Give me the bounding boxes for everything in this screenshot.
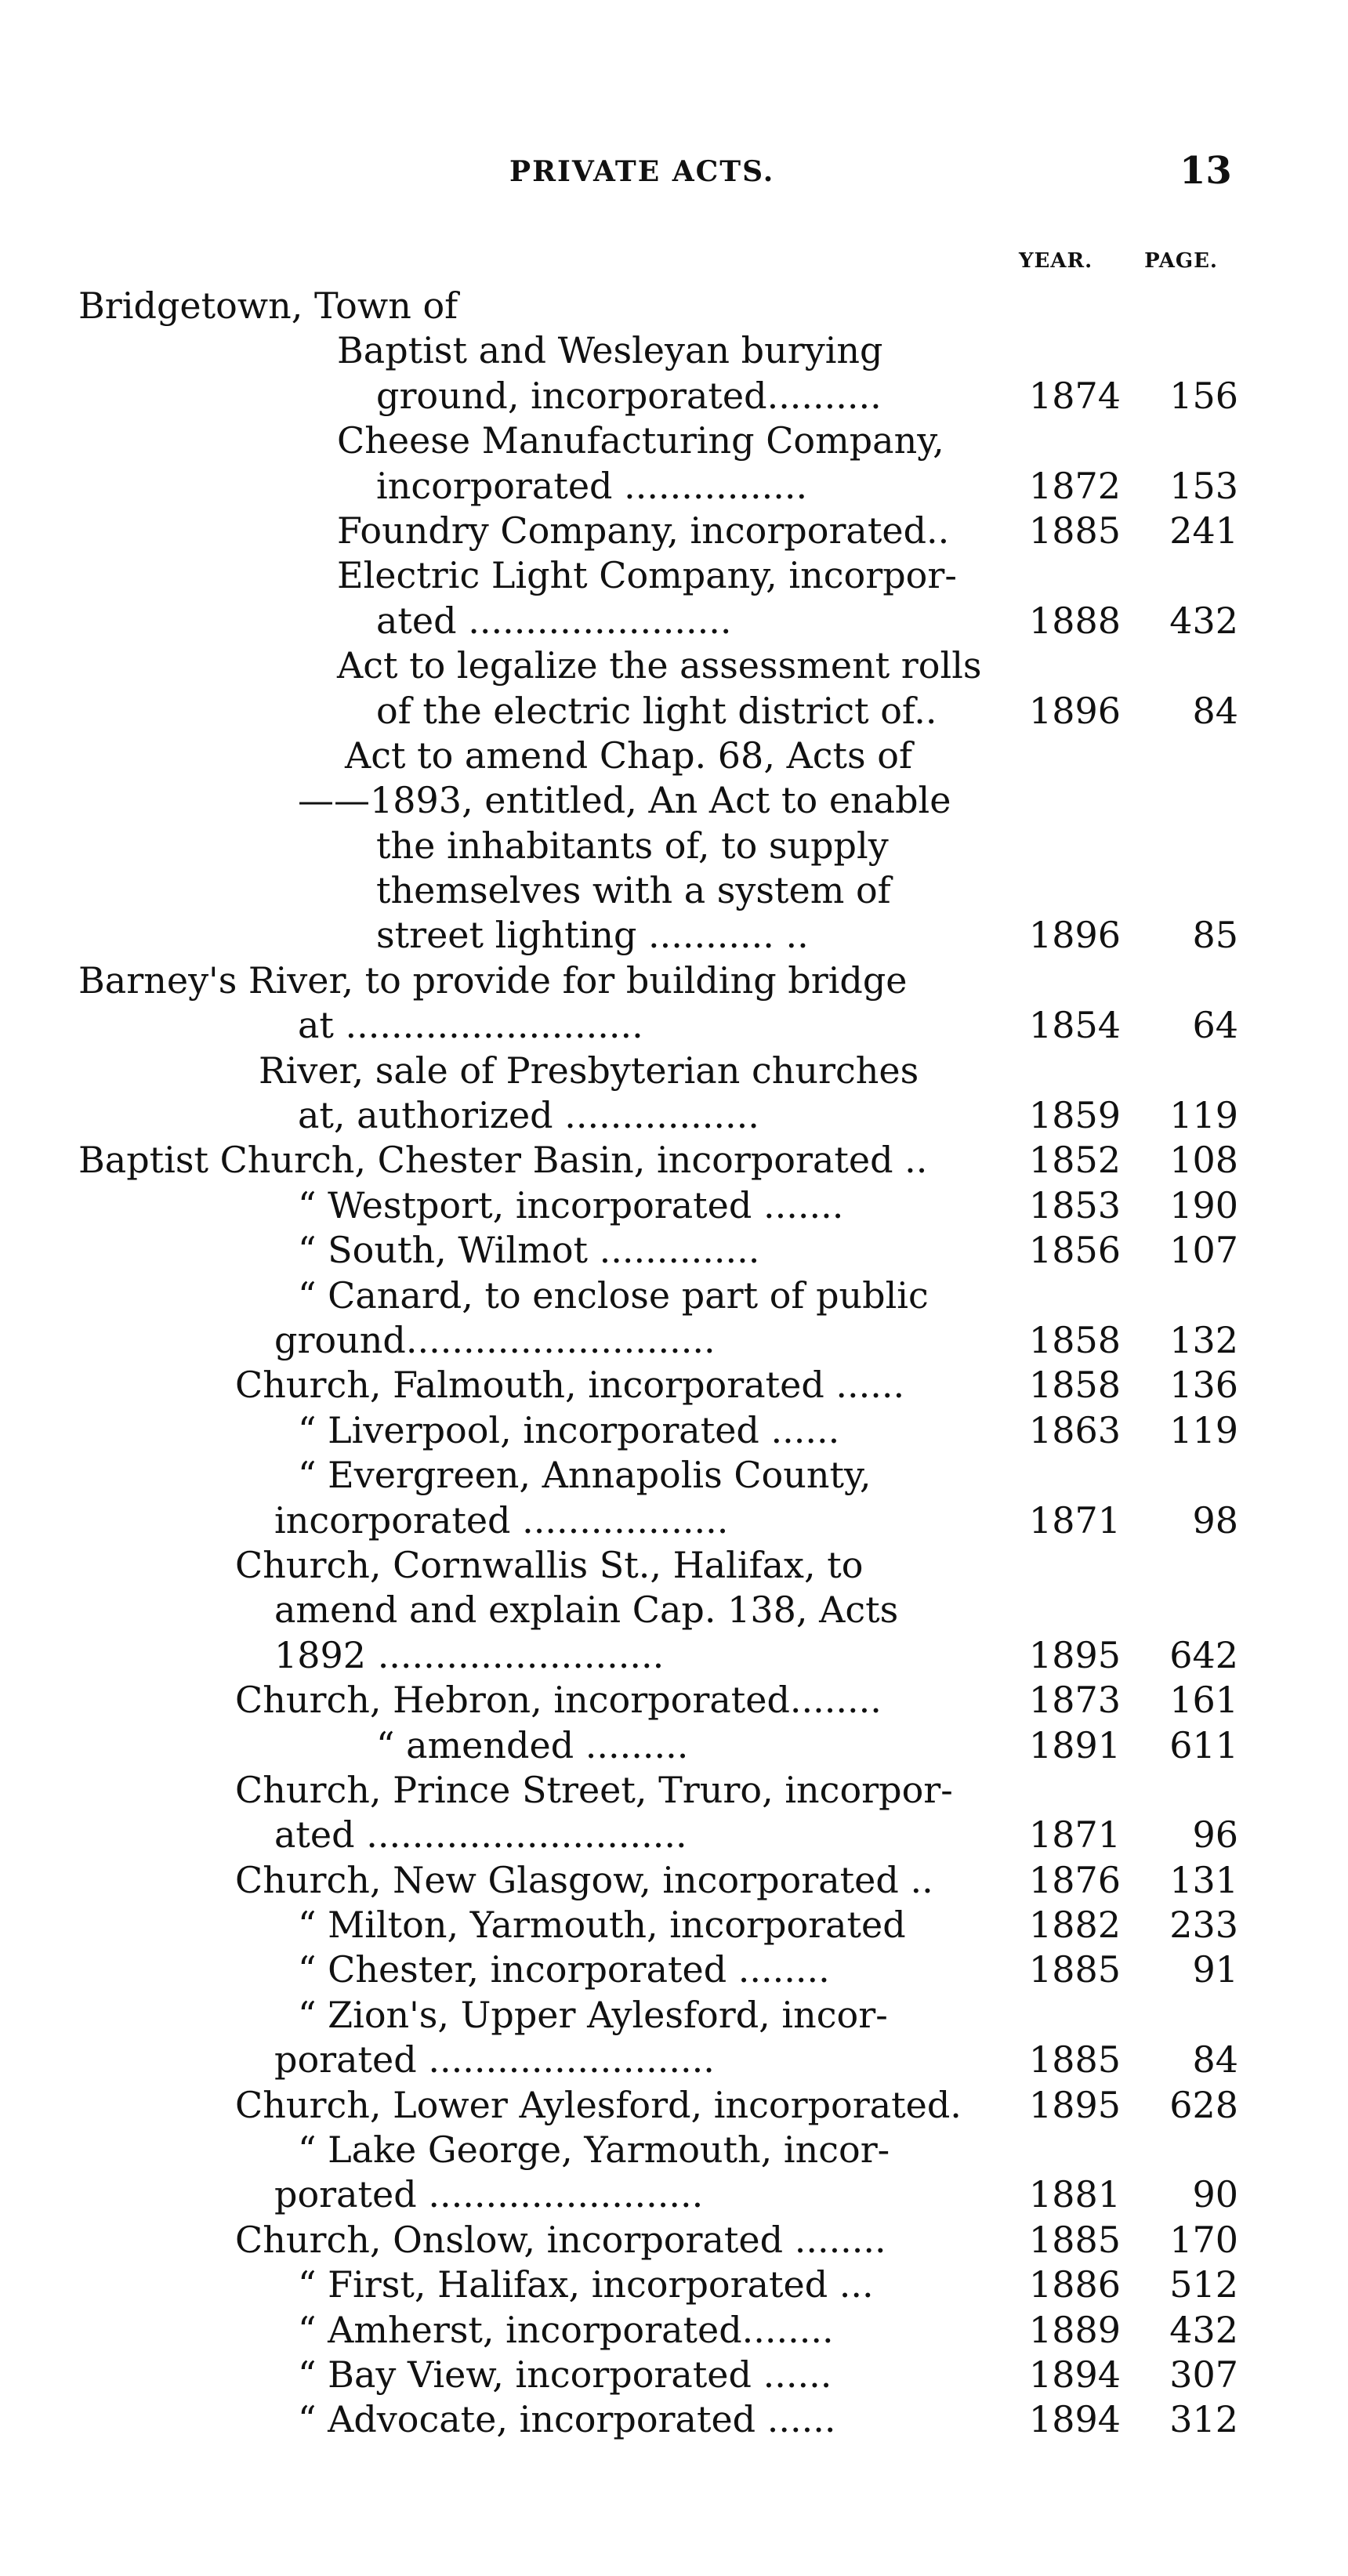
index-line — [78, 599, 1238, 643]
entry-page: 233 — [1169, 1904, 1238, 1947]
entry-year: 1859 — [1028, 1094, 1121, 1137]
entry-year: 1895 — [1028, 1633, 1121, 1676]
entry-text: incorporated .................. — [274, 1498, 729, 1542]
entry-text: themselves with a system of — [376, 869, 891, 912]
index-line — [78, 643, 1238, 688]
entry-text: the inhabitants of, to supply — [376, 824, 889, 867]
entry-year: 1886 — [1028, 2263, 1121, 2306]
entry-text: “ Advocate, incorporated ...... — [298, 2398, 836, 2441]
index-line — [78, 1543, 1238, 1588]
index-line — [78, 1138, 1238, 1183]
entry-page: 132 — [1169, 1318, 1238, 1361]
entry-page: 98 — [1192, 1498, 1238, 1542]
entry-year: 1885 — [1028, 509, 1121, 552]
entry-page: 119 — [1169, 1408, 1238, 1451]
index-line — [78, 2172, 1238, 2217]
entry-page: 512 — [1169, 2263, 1238, 2306]
index-line — [78, 1453, 1238, 1498]
entry-text: Bridgetown, Town of — [78, 284, 458, 327]
entry-year: 1882 — [1028, 1904, 1121, 1947]
entry-page: 312 — [1169, 2398, 1238, 2441]
entry-page: 119 — [1169, 1094, 1238, 1137]
entry-text: Church, Onslow, incorporated ........ — [235, 2218, 886, 2261]
page-number: 13 — [1180, 149, 1232, 193]
entry-page: 611 — [1169, 1723, 1238, 1766]
entry-text: of the electric light district of.. — [376, 689, 937, 732]
entry-page: 432 — [1169, 599, 1238, 642]
entry-page: 307 — [1169, 2353, 1238, 2396]
index-line — [78, 2038, 1238, 2082]
entry-text: Church, Prince Street, Truro, incorpor- — [235, 1768, 953, 1811]
index-line — [78, 824, 1238, 868]
entry-text: “ Lake George, Yarmouth, incor- — [298, 2129, 890, 2172]
entry-year: 1874 — [1028, 374, 1121, 417]
entry-page: 108 — [1169, 1139, 1238, 1182]
index-line — [78, 1993, 1238, 2038]
entry-page: 84 — [1192, 2038, 1238, 2081]
index-line — [78, 2083, 1238, 2128]
entry-text: ated ....................... — [376, 599, 732, 642]
entry-year: 1885 — [1028, 2038, 1121, 2081]
index-line — [78, 1363, 1238, 1408]
index-line — [78, 1813, 1238, 1857]
entry-text: “ South, Wilmot .............. — [298, 1229, 760, 1272]
column-headers — [1019, 249, 1218, 273]
entry-year: 1871 — [1028, 1813, 1121, 1857]
entry-page: 84 — [1192, 689, 1238, 732]
entry-page: 96 — [1192, 1813, 1238, 1857]
entry-year: 1891 — [1028, 1723, 1121, 1766]
index-line — [78, 1498, 1238, 1543]
index-line — [78, 1723, 1238, 1768]
entry-text: “ Amherst, incorporated........ — [298, 2308, 834, 2351]
entry-text: Church, Falmouth, incorporated ...... — [235, 1364, 905, 1407]
entry-page: 170 — [1169, 2218, 1238, 2261]
entry-page: 241 — [1169, 509, 1238, 552]
entry-page: 64 — [1192, 1004, 1238, 1047]
entry-text: porated ......................... — [274, 2038, 715, 2081]
index-line — [78, 689, 1238, 734]
entry-year: 1856 — [1028, 1229, 1121, 1272]
entry-year: 1895 — [1028, 2083, 1121, 2126]
entry-text: ground........................... — [274, 1318, 716, 1361]
running-header: PRIVATE ACTS. — [509, 155, 775, 188]
entry-page: 161 — [1169, 1679, 1238, 1722]
entry-text: ——1893, entitled, An Act to enable — [298, 779, 951, 822]
index-line — [78, 1633, 1238, 1678]
entry-year: 1885 — [1028, 1948, 1121, 1991]
entry-text: Electric Light Company, incorpor- — [337, 554, 957, 597]
entry-year: 1889 — [1028, 2308, 1121, 2351]
entry-text: “ Canard, to enclose part of public — [298, 1274, 929, 1317]
entry-text: amend and explain Cap. 138, Acts — [274, 1589, 899, 1632]
entry-text: “ Liverpool, incorporated ...... — [298, 1408, 840, 1451]
entry-page: 131 — [1169, 1858, 1238, 1901]
entry-page: 628 — [1169, 2083, 1238, 2126]
entry-text: “ First, Halifax, incorporated ... — [298, 2263, 874, 2306]
entry-text: Act to amend Chap. 68, Acts of — [345, 734, 912, 777]
index-line — [78, 1003, 1238, 1048]
index-line — [78, 509, 1238, 553]
entry-year: 1854 — [1028, 1004, 1121, 1047]
entry-text: “ Zion's, Upper Aylesford, incor- — [298, 1993, 888, 2036]
index-line — [78, 1183, 1238, 1228]
index-line — [78, 2308, 1238, 2353]
index-line — [78, 778, 1238, 823]
index-line — [78, 1274, 1238, 1318]
entry-page: 190 — [1169, 1183, 1238, 1226]
index-line — [78, 1228, 1238, 1273]
entry-text: Act to legalize the assessment rolls — [337, 644, 982, 687]
index-line — [78, 913, 1238, 958]
entry-year: 1894 — [1028, 2353, 1121, 2396]
entry-text: “ Westport, incorporated ....... — [298, 1183, 844, 1226]
index-line — [78, 464, 1238, 509]
entry-text: Church, Cornwallis St., Halifax, to — [235, 1543, 864, 1586]
index-line — [78, 1049, 1238, 1093]
entry-year: 1876 — [1028, 1858, 1121, 1901]
page-column-header: PAGE. — [1144, 249, 1218, 273]
index-line — [78, 1858, 1238, 1903]
entry-year: 1896 — [1028, 914, 1121, 957]
index-line — [78, 868, 1238, 913]
entry-page: 136 — [1169, 1364, 1238, 1407]
entry-text: ground, incorporated.......... — [376, 374, 882, 417]
entry-page: 107 — [1169, 1229, 1238, 1272]
index-line — [78, 1768, 1238, 1813]
entry-page: 90 — [1192, 2173, 1238, 2216]
index-line — [78, 2218, 1238, 2263]
entry-text: Baptist Church, Chester Basin, incorporated .. — [78, 1139, 928, 1182]
entry-year: 1858 — [1028, 1364, 1121, 1407]
index-line — [78, 1678, 1238, 1723]
index-line — [78, 1947, 1238, 1992]
entry-page: 432 — [1169, 2308, 1238, 2351]
entry-text: “ Evergreen, Annapolis County, — [298, 1454, 871, 1497]
entry-page: 156 — [1169, 374, 1238, 417]
index-line — [78, 553, 1238, 598]
entry-year: 1871 — [1028, 1498, 1121, 1542]
entry-year: 1853 — [1028, 1183, 1121, 1226]
index-line — [78, 1408, 1238, 1453]
index-line — [78, 1318, 1238, 1363]
index-line — [78, 1093, 1238, 1138]
entry-text: Foundry Company, incorporated.. — [337, 509, 950, 552]
year-column-header: YEAR. — [1019, 249, 1093, 273]
entry-text: at, authorized ................. — [298, 1094, 759, 1137]
index-line — [78, 2397, 1238, 2442]
index-line — [78, 374, 1238, 418]
entry-page: 153 — [1169, 464, 1238, 507]
entry-text: Church, Lower Aylesford, incorporated. — [235, 2083, 962, 2126]
entry-text: ated ............................ — [274, 1813, 687, 1857]
entry-year: 1885 — [1028, 2218, 1121, 2261]
entry-text: River, sale of Presbyterian churches — [259, 1049, 919, 1092]
index-line — [78, 2128, 1238, 2172]
index-line — [78, 1588, 1238, 1632]
entry-text: incorporated ................ — [376, 464, 808, 507]
entry-year: 1894 — [1028, 2398, 1121, 2441]
entry-text: “ Milton, Yarmouth, incorporated — [298, 1904, 906, 1947]
entry-text: Baptist and Wesleyan burying — [337, 329, 883, 372]
index-entries — [78, 284, 1238, 2443]
index-line — [78, 958, 1238, 1003]
index-line — [78, 2353, 1238, 2397]
entry-year: 1881 — [1028, 2173, 1121, 2216]
entry-year: 1858 — [1028, 1318, 1121, 1361]
entry-page: 642 — [1169, 1633, 1238, 1676]
entry-text: “ Bay View, incorporated ...... — [298, 2353, 832, 2396]
entry-text: “ amended ......... — [376, 1723, 689, 1766]
index-line — [78, 284, 1238, 328]
entry-text: Cheese Manufacturing Company, — [337, 419, 944, 462]
index-line — [78, 734, 1238, 778]
entry-year: 1872 — [1028, 464, 1121, 507]
entry-year: 1863 — [1028, 1408, 1121, 1451]
index-line — [78, 1903, 1238, 1947]
entry-year: 1888 — [1028, 599, 1121, 642]
entry-text: Church, Hebron, incorporated........ — [235, 1679, 882, 1722]
entry-year: 1873 — [1028, 1679, 1121, 1722]
index-line — [78, 328, 1238, 373]
entry-year: 1852 — [1028, 1139, 1121, 1182]
index-line — [78, 2263, 1238, 2307]
index-line — [78, 418, 1238, 463]
entry-page: 91 — [1192, 1948, 1238, 1991]
entry-text: “ Chester, incorporated ........ — [298, 1948, 830, 1991]
entry-text: porated ........................ — [274, 2173, 704, 2216]
entry-text: at .......................... — [298, 1004, 643, 1047]
entry-text: street lighting ........... .. — [376, 914, 809, 957]
entry-text: Church, New Glasgow, incorporated .. — [235, 1858, 933, 1901]
entry-text: Barney's River, to provide for building bridge — [78, 958, 908, 1002]
entry-text: 1892 ......................... — [274, 1633, 665, 1676]
entry-page: 85 — [1192, 914, 1238, 957]
entry-year: 1896 — [1028, 689, 1121, 732]
